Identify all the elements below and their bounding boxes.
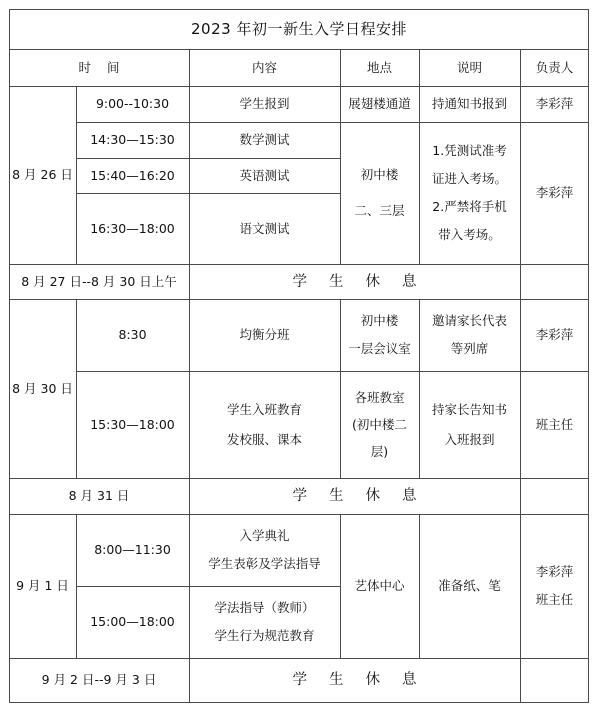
note-cell: 持通知书报到: [431, 96, 507, 111]
time-cell: 8:00—11:30: [94, 542, 171, 557]
owner-cell: 班主任: [535, 416, 574, 432]
rest-char: 休: [365, 672, 380, 688]
time-cell: 16:30—18:00: [90, 220, 175, 236]
rest-label: [189, 478, 520, 514]
owner-cell: 李彩萍: [535, 327, 574, 342]
note-line: 持家长告知书: [431, 401, 507, 417]
content-line: 入学典礼: [239, 528, 290, 543]
time-cell: 15:30—18:00: [90, 416, 175, 432]
rest-char: 生: [329, 273, 344, 290]
header-note: 说明: [456, 59, 482, 75]
rest-char: 休: [365, 488, 380, 504]
place-line: 初中楼: [360, 313, 399, 328]
rest-char: 学: [292, 672, 307, 688]
place-line: 层): [370, 444, 389, 459]
owner-cell: 李彩萍: [535, 96, 574, 111]
rest-char: 息: [402, 488, 417, 504]
time-cell: 15:00—18:00: [90, 614, 175, 629]
header-content: 内容: [251, 59, 277, 75]
date-cell: 8 月 31 日: [68, 488, 130, 503]
place-cell: [340, 371, 419, 478]
content-cell: 语文测试: [239, 220, 290, 236]
time-cell: 8:30: [118, 327, 147, 342]
header-owner: 负责人: [535, 59, 574, 75]
rest-label: [189, 658, 520, 702]
content-line: 学法指导（教师）: [214, 600, 315, 615]
place-line: 一层会议室: [348, 341, 411, 356]
rest-char: 学: [292, 488, 307, 504]
time-cell: 9:00--10:30: [95, 96, 170, 111]
note-cell: [419, 299, 520, 371]
content-line: 发校服、课本: [226, 431, 302, 447]
time-cell: 14:30—15:30: [90, 132, 175, 147]
note-line: 证进入考场。: [431, 171, 507, 186]
place-line: 初中楼: [360, 167, 399, 182]
header-place: 地点: [366, 59, 392, 75]
rest-char: 休: [365, 273, 380, 290]
note-line: 等列席: [450, 341, 489, 356]
owner-line: 班主任: [535, 592, 574, 607]
note-cell: [419, 122, 520, 264]
rest-char: 生: [329, 672, 344, 688]
page-title: 2023 年初一新生入学日程安排: [191, 20, 407, 38]
content-cell: 英语测试: [239, 167, 290, 183]
date-cell: 8 月 26 日: [12, 167, 73, 182]
rest-char: 息: [402, 672, 417, 688]
place-cell: 展翅楼通道: [348, 96, 411, 111]
content-cell: [189, 371, 340, 478]
place-line: 各班教室: [354, 390, 405, 405]
date-cell: 9 月 1 日: [16, 578, 69, 593]
note-line: 1.凭测试准考: [432, 143, 507, 158]
rest-char: 学: [292, 273, 307, 290]
place-line: 二、三层: [354, 203, 405, 218]
time-cell: 15:40—16:20: [90, 167, 175, 183]
rest-char: 息: [402, 273, 417, 290]
content-cell: 数学测试: [239, 132, 290, 147]
note-line: 邀请家长代表: [431, 313, 507, 328]
date-cell: 9 月 2 日--9 月 3 日: [41, 672, 157, 687]
schedule-table: [9, 9, 589, 703]
content-cell: [189, 586, 340, 658]
note-line: 入班报到: [444, 431, 495, 447]
content-cell: [189, 514, 340, 586]
note-line: 2.严禁将手机: [432, 199, 507, 214]
note-cell: [419, 371, 520, 478]
rest-char: 生: [329, 488, 344, 504]
header-time: 时 间: [78, 59, 120, 75]
content-line: 学生表彰及学法指导: [208, 556, 321, 571]
place-cell: 艺体中心: [354, 578, 405, 593]
date-cell: 8 月 30 日: [12, 380, 73, 396]
place-line: (初中楼二: [352, 417, 407, 432]
rest-label: [189, 264, 520, 299]
rule: [9, 702, 589, 703]
note-cell: 准备纸、笔: [438, 578, 501, 593]
content-cell: 学生报到: [239, 96, 290, 111]
content-line: 学生行为规范教育: [214, 628, 315, 643]
content-cell: 均衡分班: [239, 327, 290, 342]
owner-cell: 李彩萍: [535, 185, 574, 200]
note-line: 带入考场。: [438, 227, 501, 242]
date-cell: 8 月 27 日--8 月 30 日上午: [21, 273, 177, 289]
owner-cell: [520, 514, 589, 658]
place-cell: [340, 299, 419, 371]
place-cell: [340, 122, 419, 264]
content-line: 学生入班教育: [226, 401, 302, 417]
owner-line: 李彩萍: [535, 564, 574, 579]
